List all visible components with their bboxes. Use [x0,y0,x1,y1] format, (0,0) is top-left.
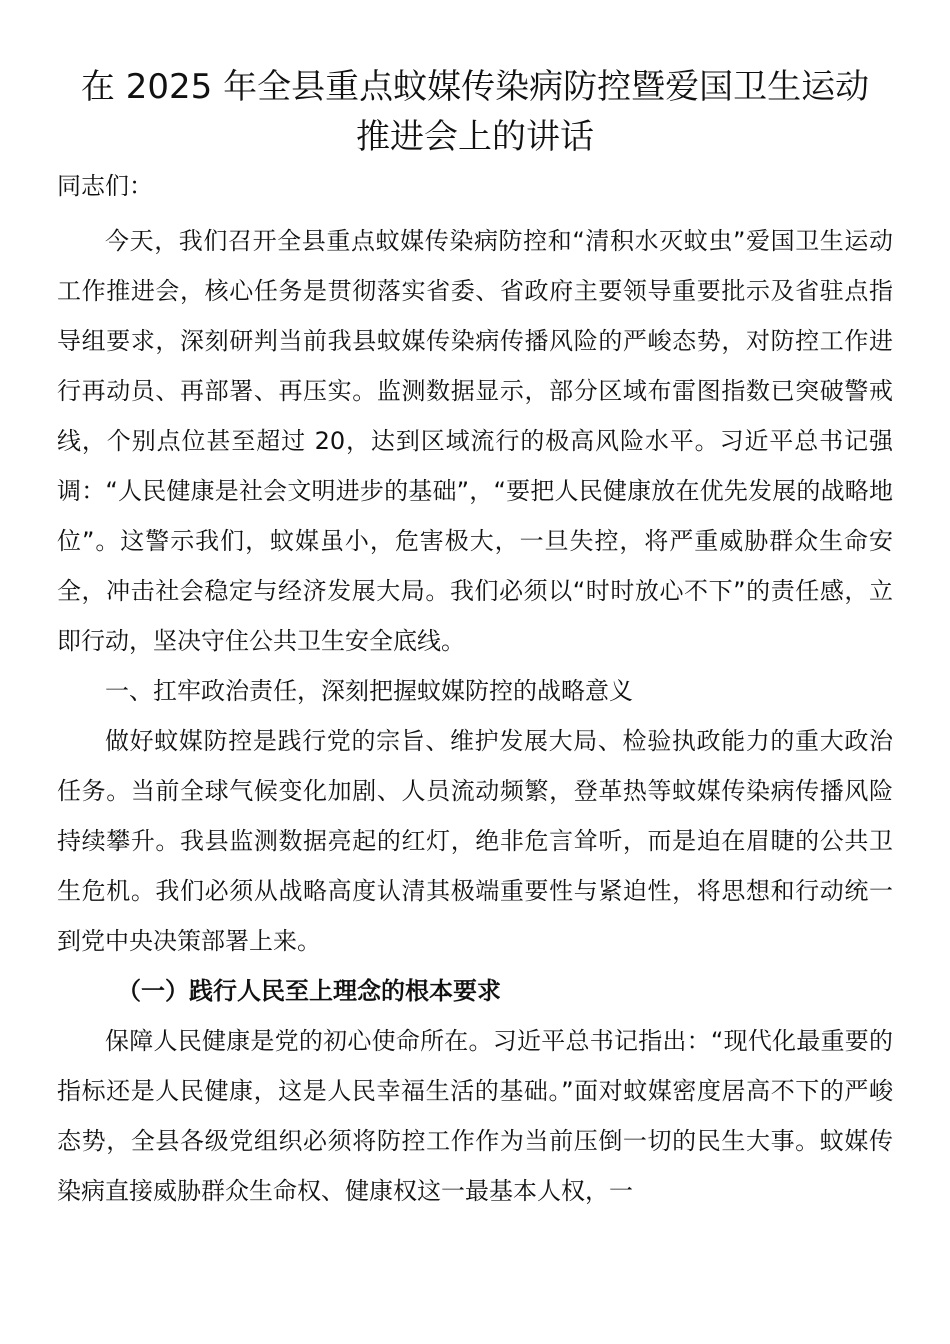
paragraph-section-1: 做好蚊媒防控是践行党的宗旨、维护发展大局、检验执政能力的重大政治任务。当前全球气候变化加剧、人员流动频繁，登革热等蚊媒传染病传播风险持续攀升。我县监测数据亮起的红灯，绝非危言耸听，而是迫在眉睫的公共卫生危机。我们必须从战略高度认清其极端重要性与紧迫性，将思想和行动统一到党中央决策部署上来。 [57,727,893,955]
paragraph-intro: 今天，我们召开全县重点蚊媒传染病防控和“清积水灭蚊虫”爱国卫生运动工作推进会，核心任务是贯彻落实省委、省政府主要领导重要批示及省驻点指导组要求，深刻研判当前我县蚊媒传染病传播风险的严峻态势，对防控工作进行再动员、再部署、再压实。监测数据显示，部分区域布雷图指数已突破警戒线，个别点位甚至超过 20，达到区域流行的极高风险水平。习近平总书记强调：“人民健康是社会文明进步的基础”，“要把人民健康放在优先发展的战略地位”。这警示我们，蚊媒虽小，危害极大，一旦失控，将严重威胁群众生命安全，冲击社会稳定与经济发展大局。我们必须以“时时放心不下”的责任感，立即行动，坚决守住公共卫生安全底线。 [57,227,893,655]
subsection-heading-1: （一）践行人民至上理念的根本要求 [117,977,501,1005]
section-heading-1: 一、扛牢政治责任，深刻把握蚊媒防控的战略意义 [105,677,633,705]
paragraph-subsection-1: 保障人民健康是党的初心使命所在。习近平总书记指出：“现代化最重要的指标还是人民健康，这是人民幸福生活的基础。”面对蚊媒密度居高不下的严峻态势，全县各级党组织必须将防控工作作为当前压倒一切的民生大事。蚊媒传染病直接威胁群众生命权、健康权这一最基本人权，一 [57,1027,893,1205]
document-page [57,62,893,1216]
salutation: 同志们： [57,172,153,200]
title-line-2: 推进会上的讲话 [356,117,594,157]
title-line-1: 在 2025 年全县重点蚊媒传染病防控暨爱国卫生运动 [80,67,870,107]
document-title [57,62,893,162]
